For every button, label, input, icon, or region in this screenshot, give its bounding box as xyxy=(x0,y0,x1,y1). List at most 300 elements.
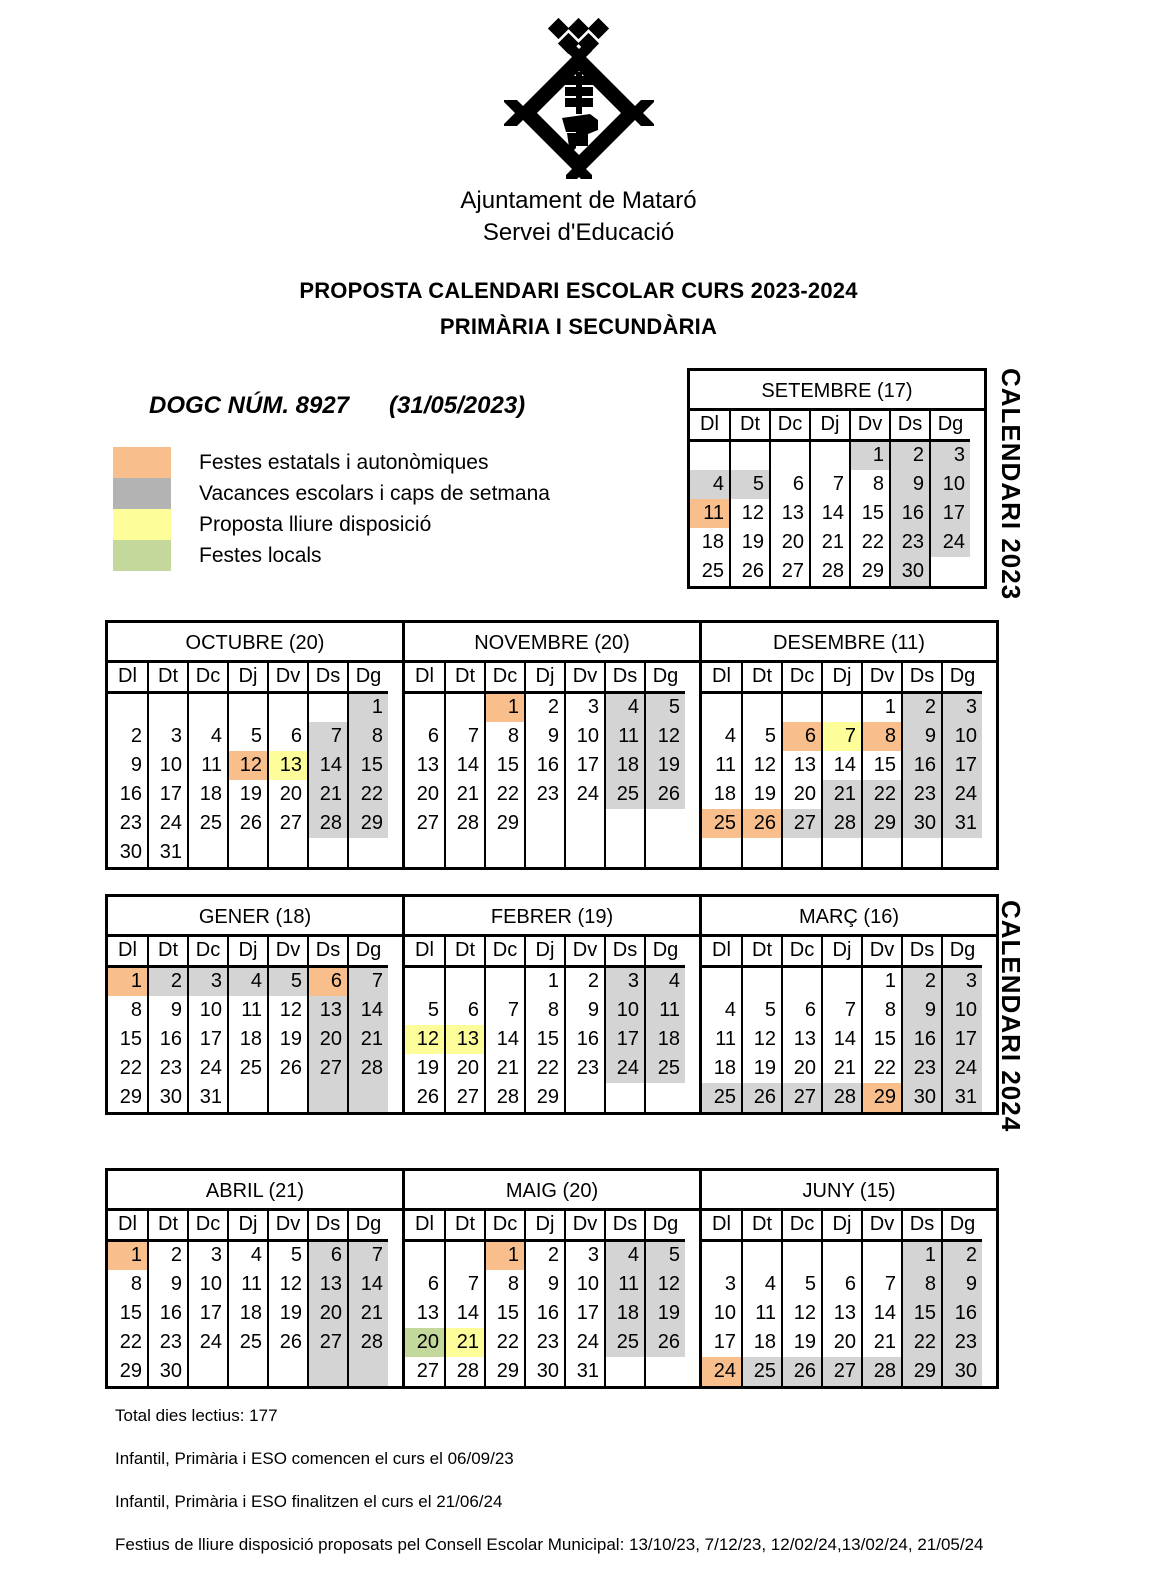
day-cell-empty xyxy=(605,1357,645,1386)
week-row xyxy=(702,996,982,1025)
week-row xyxy=(690,557,970,586)
day-cell: 6 xyxy=(770,470,810,499)
day-cell: 24 xyxy=(565,1328,605,1357)
week-row xyxy=(405,1299,685,1328)
day-cell: 12 xyxy=(268,996,308,1025)
day-cell: 24 xyxy=(188,1328,228,1357)
day-cell: 2 xyxy=(902,967,942,997)
month-title: GENER (18) xyxy=(108,897,402,937)
day-cell: 18 xyxy=(702,1054,742,1083)
day-cell-empty xyxy=(445,1241,485,1271)
day-cell: 20 xyxy=(405,780,445,809)
weekday-header: Dg xyxy=(348,1211,388,1241)
day-cell-empty xyxy=(565,838,605,867)
day-cell: 29 xyxy=(525,1083,565,1112)
day-cell: 1 xyxy=(850,441,890,471)
day-cell: 4 xyxy=(605,693,645,723)
day-cell: 7 xyxy=(822,722,862,751)
day-cell: 7 xyxy=(862,1270,902,1299)
day-cell-empty xyxy=(782,967,822,997)
legend-swatch xyxy=(113,478,171,509)
weekday-header: Dj xyxy=(822,937,862,967)
day-cell: 14 xyxy=(485,1025,525,1054)
day-cell: 2 xyxy=(890,441,930,471)
day-cell: 17 xyxy=(565,751,605,780)
weekday-header: Dc xyxy=(782,1211,822,1241)
day-cell-empty xyxy=(108,693,148,723)
day-cell: 11 xyxy=(228,996,268,1025)
legend-swatch xyxy=(113,447,171,478)
day-cell: 17 xyxy=(148,780,188,809)
day-cell: 2 xyxy=(525,693,565,723)
day-cell: 23 xyxy=(902,780,942,809)
day-cell: 8 xyxy=(525,996,565,1025)
day-cell: 18 xyxy=(605,751,645,780)
day-cell: 3 xyxy=(605,967,645,997)
day-cell: 10 xyxy=(188,1270,228,1299)
day-cell: 1 xyxy=(862,693,902,723)
day-cell: 26 xyxy=(730,557,770,586)
weekday-header: Dt xyxy=(445,937,485,967)
weekday-header: Ds xyxy=(605,937,645,967)
weekday-header: Dv xyxy=(268,663,308,693)
day-cell: 21 xyxy=(445,1328,485,1357)
day-cell: 4 xyxy=(228,1241,268,1271)
day-cell: 28 xyxy=(810,557,850,586)
day-cell-empty xyxy=(810,441,850,471)
day-cell: 13 xyxy=(770,499,810,528)
day-cell-empty xyxy=(605,1083,645,1112)
week-row xyxy=(702,722,982,751)
day-cell: 23 xyxy=(942,1328,982,1357)
day-cell: 22 xyxy=(485,780,525,809)
day-cell: 3 xyxy=(930,441,970,471)
weekday-header: Dl xyxy=(405,1211,445,1241)
day-cell-empty xyxy=(822,838,862,867)
day-cell: 8 xyxy=(485,1270,525,1299)
day-cell-empty xyxy=(782,693,822,723)
day-cell: 19 xyxy=(268,1299,308,1328)
day-cell: 22 xyxy=(108,1328,148,1357)
weekday-header: Dv xyxy=(565,1211,605,1241)
day-cell-empty xyxy=(268,1083,308,1112)
day-cell: 23 xyxy=(525,1328,565,1357)
legend-list xyxy=(113,447,688,571)
day-cell: 29 xyxy=(348,809,388,838)
weekday-header: Dc xyxy=(782,663,822,693)
month-block xyxy=(105,1168,405,1389)
day-cell: 22 xyxy=(525,1054,565,1083)
day-cell-empty xyxy=(228,1357,268,1386)
calendar-quarter-row xyxy=(105,620,999,870)
day-cell: 14 xyxy=(308,751,348,780)
weekday-header: Dc xyxy=(188,1211,228,1241)
weekday-header: Dj xyxy=(822,663,862,693)
day-cell: 25 xyxy=(188,809,228,838)
weekday-header: Dt xyxy=(742,1211,782,1241)
day-cell: 5 xyxy=(730,470,770,499)
day-cell: 17 xyxy=(565,1299,605,1328)
day-cell: 5 xyxy=(742,722,782,751)
day-cell: 14 xyxy=(810,499,850,528)
day-cell: 8 xyxy=(902,1270,942,1299)
day-cell: 6 xyxy=(268,722,308,751)
day-cell: 18 xyxy=(645,1025,685,1054)
week-row xyxy=(405,1241,685,1271)
week-row xyxy=(702,1025,982,1054)
day-cell: 19 xyxy=(268,1025,308,1054)
weekday-header: Dc xyxy=(188,937,228,967)
day-cell: 22 xyxy=(485,1328,525,1357)
week-row xyxy=(405,693,685,723)
day-cell: 1 xyxy=(348,693,388,723)
day-cell: 12 xyxy=(405,1025,445,1054)
day-cell: 27 xyxy=(268,809,308,838)
day-cell: 19 xyxy=(405,1054,445,1083)
week-row xyxy=(108,693,388,723)
day-cell-empty xyxy=(268,838,308,867)
day-cell: 28 xyxy=(445,1357,485,1386)
day-cell: 15 xyxy=(108,1299,148,1328)
day-cell-empty xyxy=(188,838,228,867)
weekday-header: Dl xyxy=(108,1211,148,1241)
day-cell: 27 xyxy=(405,1357,445,1386)
weekday-header: Dv xyxy=(850,411,890,441)
day-cell: 31 xyxy=(565,1357,605,1386)
month-block xyxy=(687,368,987,589)
day-cell: 21 xyxy=(348,1299,388,1328)
day-cell: 28 xyxy=(822,809,862,838)
week-row xyxy=(702,1299,982,1328)
weekday-header-row xyxy=(405,937,685,967)
day-cell: 6 xyxy=(308,967,348,997)
weekday-header-row xyxy=(702,937,982,967)
day-cell: 22 xyxy=(850,528,890,557)
day-cell: 16 xyxy=(890,499,930,528)
day-cell-empty xyxy=(822,693,862,723)
day-cell-empty xyxy=(565,809,605,838)
day-cell-empty xyxy=(308,1357,348,1386)
day-cell: 15 xyxy=(862,751,902,780)
weekday-header: Dt xyxy=(148,663,188,693)
day-cell: 2 xyxy=(108,722,148,751)
day-cell: 12 xyxy=(782,1299,822,1328)
year-label-2024: CALENDARI 2024 xyxy=(996,900,1026,1133)
day-cell-empty xyxy=(702,693,742,723)
week-row xyxy=(690,499,970,528)
day-cell: 7 xyxy=(308,722,348,751)
weekday-header-row xyxy=(702,1211,982,1241)
day-cell-empty xyxy=(645,1357,685,1386)
day-cell: 23 xyxy=(525,780,565,809)
weekday-header: Dg xyxy=(645,1211,685,1241)
week-row xyxy=(702,693,982,723)
day-cell-empty xyxy=(822,1241,862,1271)
day-cell: 10 xyxy=(942,996,982,1025)
day-cell: 10 xyxy=(942,722,982,751)
weekday-header: Dt xyxy=(730,411,770,441)
footer-note: Infantil, Primària i ESO finalitzen el curs el 21/06/24 xyxy=(115,1492,503,1511)
day-cell: 11 xyxy=(605,722,645,751)
legend-label: Vacances escolars i caps de setmana xyxy=(199,481,550,505)
day-cell: 5 xyxy=(742,996,782,1025)
legend-label: Proposta lliure disposició xyxy=(199,512,432,536)
day-cell: 12 xyxy=(228,751,268,780)
day-cell: 17 xyxy=(188,1025,228,1054)
week-row xyxy=(405,1357,685,1386)
day-cell: 26 xyxy=(405,1083,445,1112)
day-cell: 11 xyxy=(702,751,742,780)
day-cell: 15 xyxy=(862,1025,902,1054)
week-row xyxy=(405,751,685,780)
day-cell-empty xyxy=(308,838,348,867)
day-cell: 3 xyxy=(565,1241,605,1271)
day-cell: 19 xyxy=(782,1328,822,1357)
week-row xyxy=(702,967,982,997)
day-cell: 3 xyxy=(188,967,228,997)
day-cell: 11 xyxy=(188,751,228,780)
day-cell: 29 xyxy=(485,809,525,838)
day-cell-empty xyxy=(348,1357,388,1386)
day-cell: 16 xyxy=(525,1299,565,1328)
day-cell-empty xyxy=(942,838,982,867)
week-row xyxy=(702,1270,982,1299)
day-cell: 8 xyxy=(862,722,902,751)
day-cell: 30 xyxy=(942,1357,982,1386)
day-cell-empty xyxy=(405,1241,445,1271)
day-cell-empty xyxy=(228,838,268,867)
day-cell: 7 xyxy=(445,722,485,751)
weekday-header: Dv xyxy=(862,663,902,693)
day-cell: 15 xyxy=(108,1025,148,1054)
weekday-header: Ds xyxy=(605,663,645,693)
day-cell: 20 xyxy=(308,1299,348,1328)
day-cell-empty xyxy=(445,693,485,723)
day-cell-empty xyxy=(645,1083,685,1112)
day-cell: 24 xyxy=(565,780,605,809)
day-cell: 14 xyxy=(445,751,485,780)
day-cell: 18 xyxy=(742,1328,782,1357)
week-row xyxy=(108,780,388,809)
weekday-header: Dt xyxy=(445,663,485,693)
day-cell: 20 xyxy=(782,1054,822,1083)
day-cell: 7 xyxy=(810,470,850,499)
weekday-header: Dg xyxy=(942,937,982,967)
weekday-header: Ds xyxy=(308,937,348,967)
legend-swatch xyxy=(113,509,171,540)
week-row xyxy=(702,751,982,780)
day-cell-empty xyxy=(445,838,485,867)
day-cell: 2 xyxy=(942,1241,982,1271)
day-cell-empty xyxy=(525,838,565,867)
day-cell: 28 xyxy=(862,1357,902,1386)
day-cell: 9 xyxy=(942,1270,982,1299)
day-cell: 7 xyxy=(348,1241,388,1271)
month-day-grid xyxy=(690,411,970,586)
mataro-coat-of-arms-icon xyxy=(504,14,654,179)
month-block xyxy=(402,894,702,1115)
month-title: DESEMBRE (11) xyxy=(702,623,996,663)
day-cell-empty xyxy=(565,1083,605,1112)
weekday-header: Ds xyxy=(605,1211,645,1241)
footer-note: Total dies lectius: 177 xyxy=(115,1406,278,1425)
day-cell: 2 xyxy=(525,1241,565,1271)
day-cell: 26 xyxy=(742,809,782,838)
footer-note: Festius de lliure disposició proposats pel Consell Escolar Municipal: 13/10/23, 7/12/23, 12/02/24,13/02/24, 21/05/24 xyxy=(115,1535,984,1554)
weekday-header: Dl xyxy=(702,1211,742,1241)
day-cell: 12 xyxy=(742,1025,782,1054)
legend-item xyxy=(113,540,688,571)
weekday-header: Dt xyxy=(445,1211,485,1241)
day-cell: 24 xyxy=(930,528,970,557)
day-cell: 23 xyxy=(148,1054,188,1083)
day-cell: 1 xyxy=(525,967,565,997)
day-cell: 15 xyxy=(485,751,525,780)
weekday-header: Dj xyxy=(525,1211,565,1241)
day-cell-empty xyxy=(782,1241,822,1271)
month-block xyxy=(402,1168,702,1389)
week-row xyxy=(108,838,388,867)
weekday-header: Dv xyxy=(268,1211,308,1241)
day-cell: 9 xyxy=(565,996,605,1025)
weekday-header: Ds xyxy=(902,1211,942,1241)
week-row xyxy=(702,1054,982,1083)
day-cell: 5 xyxy=(782,1270,822,1299)
day-cell: 20 xyxy=(268,780,308,809)
month-day-grid xyxy=(108,663,388,867)
day-cell: 11 xyxy=(702,1025,742,1054)
organization-name xyxy=(0,185,1157,249)
week-row xyxy=(108,1270,388,1299)
day-cell: 2 xyxy=(148,1241,188,1271)
day-cell: 6 xyxy=(405,722,445,751)
day-cell: 11 xyxy=(742,1299,782,1328)
day-cell-empty xyxy=(485,967,525,997)
day-cell: 4 xyxy=(188,722,228,751)
month-title: SETEMBRE (17) xyxy=(690,371,984,411)
day-cell: 12 xyxy=(268,1270,308,1299)
day-cell: 4 xyxy=(702,996,742,1025)
weekday-header: Dg xyxy=(645,663,685,693)
month-block xyxy=(105,620,405,870)
day-cell: 17 xyxy=(605,1025,645,1054)
day-cell: 13 xyxy=(782,751,822,780)
day-cell: 3 xyxy=(188,1241,228,1271)
day-cell: 10 xyxy=(565,722,605,751)
weekday-header: Dc xyxy=(485,663,525,693)
day-cell: 5 xyxy=(268,1241,308,1271)
day-cell: 25 xyxy=(690,557,730,586)
week-row xyxy=(405,1270,685,1299)
day-cell: 3 xyxy=(702,1270,742,1299)
day-cell: 13 xyxy=(822,1299,862,1328)
day-cell: 9 xyxy=(525,1270,565,1299)
day-cell: 19 xyxy=(645,1299,685,1328)
day-cell-empty xyxy=(702,967,742,997)
legend-item xyxy=(113,478,688,509)
week-row xyxy=(108,809,388,838)
day-cell: 28 xyxy=(348,1328,388,1357)
day-cell-empty xyxy=(690,441,730,471)
weekday-header-row xyxy=(108,663,388,693)
day-cell: 23 xyxy=(890,528,930,557)
weekday-header: Dv xyxy=(862,1211,902,1241)
weekday-header: Dt xyxy=(742,663,782,693)
calendar-quarter-row xyxy=(687,368,987,589)
day-cell: 25 xyxy=(605,1328,645,1357)
page-title-line-1: PROPOSTA CALENDARI ESCOLAR CURS 2023-2024 xyxy=(299,278,858,303)
week-row xyxy=(405,722,685,751)
day-cell: 16 xyxy=(148,1025,188,1054)
day-cell: 22 xyxy=(862,780,902,809)
day-cell: 31 xyxy=(942,1083,982,1112)
day-cell: 14 xyxy=(445,1299,485,1328)
month-block xyxy=(402,620,702,870)
week-row xyxy=(108,1299,388,1328)
year-label-2023: CALENDARI 2023 xyxy=(996,368,1026,601)
week-row xyxy=(690,441,970,471)
logo-container xyxy=(0,0,1157,179)
day-cell: 6 xyxy=(308,1241,348,1271)
legend-area xyxy=(113,392,688,571)
day-cell: 29 xyxy=(862,809,902,838)
footer-notes xyxy=(115,1406,1145,1578)
day-cell: 10 xyxy=(565,1270,605,1299)
weekday-header: Ds xyxy=(902,663,942,693)
day-cell: 11 xyxy=(645,996,685,1025)
day-cell: 29 xyxy=(902,1357,942,1386)
weekday-header: Dv xyxy=(268,937,308,967)
weekday-header-row xyxy=(405,1211,685,1241)
weekday-header: Dc xyxy=(485,1211,525,1241)
month-day-grid xyxy=(702,1211,982,1386)
day-cell: 6 xyxy=(782,722,822,751)
weekday-header: Dj xyxy=(822,1211,862,1241)
day-cell: 26 xyxy=(782,1357,822,1386)
weekday-header: Dl xyxy=(702,663,742,693)
weekday-header: Dc xyxy=(188,663,228,693)
day-cell: 22 xyxy=(348,780,388,809)
day-cell: 20 xyxy=(445,1054,485,1083)
day-cell: 21 xyxy=(308,780,348,809)
day-cell: 30 xyxy=(148,1083,188,1112)
day-cell: 31 xyxy=(188,1083,228,1112)
day-cell-empty xyxy=(902,838,942,867)
day-cell-empty xyxy=(742,967,782,997)
week-row xyxy=(405,1025,685,1054)
legend-label: Festes estatals i autonòmiques xyxy=(199,450,489,474)
day-cell: 29 xyxy=(108,1083,148,1112)
legend-label: Festes locals xyxy=(199,543,322,567)
weekday-header: Dl xyxy=(108,937,148,967)
day-cell: 25 xyxy=(702,1083,742,1112)
day-cell: 20 xyxy=(308,1025,348,1054)
day-cell: 15 xyxy=(902,1299,942,1328)
day-cell: 10 xyxy=(605,996,645,1025)
page-title-line-2: PRIMÀRIA I SECUNDÀRIA xyxy=(439,314,718,339)
week-row xyxy=(702,1241,982,1271)
weekday-header: Dj xyxy=(810,411,850,441)
day-cell: 27 xyxy=(308,1328,348,1357)
weekday-header: Dt xyxy=(148,1211,188,1241)
week-row xyxy=(405,780,685,809)
day-cell: 1 xyxy=(902,1241,942,1271)
month-day-grid xyxy=(405,937,685,1112)
day-cell: 26 xyxy=(645,1328,685,1357)
weekday-header: Ds xyxy=(890,411,930,441)
dogc-reference: DOGC NÚM. 8927 (31/05/2023) xyxy=(149,392,526,419)
day-cell: 28 xyxy=(445,809,485,838)
